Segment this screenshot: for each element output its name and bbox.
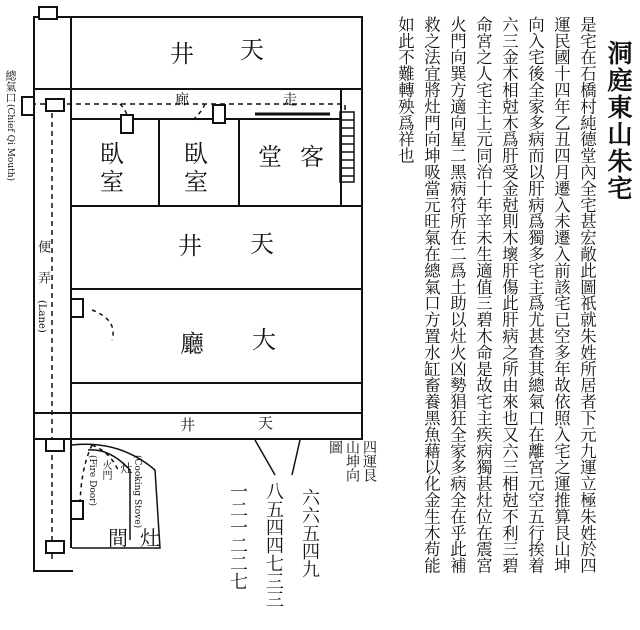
courtyard-top-char1: 天	[240, 36, 264, 64]
bedroom1-door	[120, 114, 134, 134]
kitchen-char1: 灶	[140, 526, 160, 550]
fire-door-label: 火門	[100, 460, 111, 480]
article-title: 洞庭東山朱宅	[604, 40, 633, 202]
article-col-1: 是宅在石橋村純德堂內全宅甚宏敞此圖祇就朱姓所居者下元九運立極朱姓於四	[577, 16, 597, 574]
bedroom-2-char2: 室	[184, 168, 208, 196]
fire-door-label-en: (Fire Door)	[87, 455, 97, 506]
article-col-4: 六三金木相尅木爲肝受金尅則木壞肝傷此肝病之所由來也又六三相尅不利三碧	[499, 16, 519, 574]
article-col-2: 運民國十四年乙丑四月遷入未遷入前該宅已空多年故依照入宅之運推算艮山坤	[551, 16, 571, 574]
lane-door-top	[45, 98, 65, 112]
courtyard-bottom-char1: 天	[258, 414, 274, 432]
corridor-label-2: 廊	[173, 92, 189, 106]
kitchen-char2: 間	[108, 526, 128, 550]
bedroom-1-char1: 臥	[100, 140, 124, 168]
bedroom-1-char2: 室	[100, 168, 124, 196]
guest-hall-char1: 客	[300, 143, 324, 171]
article-col-3: 向入宅後全家多病而以肝病爲獨多宅主爲尤甚查其總氣口在離宮元空五行挨着	[525, 16, 545, 574]
orientation-line-3: 圖	[327, 440, 343, 454]
article-col-7: 救之法宜將灶門向坤吸當元旺氣在總氣口方置水缸畜養黑魚藉以化金生木苟能	[421, 16, 441, 574]
courtyard-top-char2: 井	[170, 40, 194, 68]
top-window	[38, 6, 58, 20]
lane-label: 便弄	[35, 240, 50, 302]
lane-label-en: (Lane)	[36, 300, 47, 333]
hall-side-door	[70, 298, 84, 318]
courtyard-mid-char2: 井	[178, 232, 202, 260]
orientation-line-2: 山坤向	[344, 440, 360, 482]
kitchen-door	[70, 500, 84, 520]
corridor-label-1: 走	[281, 92, 297, 106]
stove-label: 灶	[119, 462, 133, 474]
article-col-8: 如此不難轉殃爲祥也	[395, 16, 415, 164]
article-col-6: 火門向巽方適向星二黑病符所在二爲土助以灶火凶勢猖狂全家多病全在乎此補	[447, 16, 467, 574]
courtyard-mid-char1: 天	[250, 230, 274, 258]
main-hall-char2: 廳	[180, 330, 204, 358]
orientation-line-1: 四運艮	[361, 440, 377, 482]
star-line-1: 六六五四九	[299, 488, 320, 578]
lane-door-bottom	[45, 438, 65, 452]
article-col-5: 命宮之人宅主上元同治十年辛未生適值三碧木命是故宅主疾病獨甚灶位在震宮	[473, 16, 493, 574]
bottom-window	[45, 540, 65, 554]
stove-label-en: (Cooking Stove)	[132, 455, 142, 529]
bedroom2-door	[212, 104, 226, 124]
courtyard-bottom-char2: 井	[180, 416, 196, 434]
star-line-2: 八五四四七三三	[263, 482, 284, 608]
entrance-door	[21, 96, 35, 116]
guest-hall-char2: 堂	[258, 143, 282, 171]
bedroom-2-char1: 臥	[184, 140, 208, 168]
star-line-3: 一二一二二七	[227, 482, 248, 590]
entrance-label: 總氣口	[4, 70, 17, 103]
main-hall-char1: 大	[252, 326, 276, 354]
entrance-label-en: (Chief Qi Mouth)	[5, 104, 15, 182]
